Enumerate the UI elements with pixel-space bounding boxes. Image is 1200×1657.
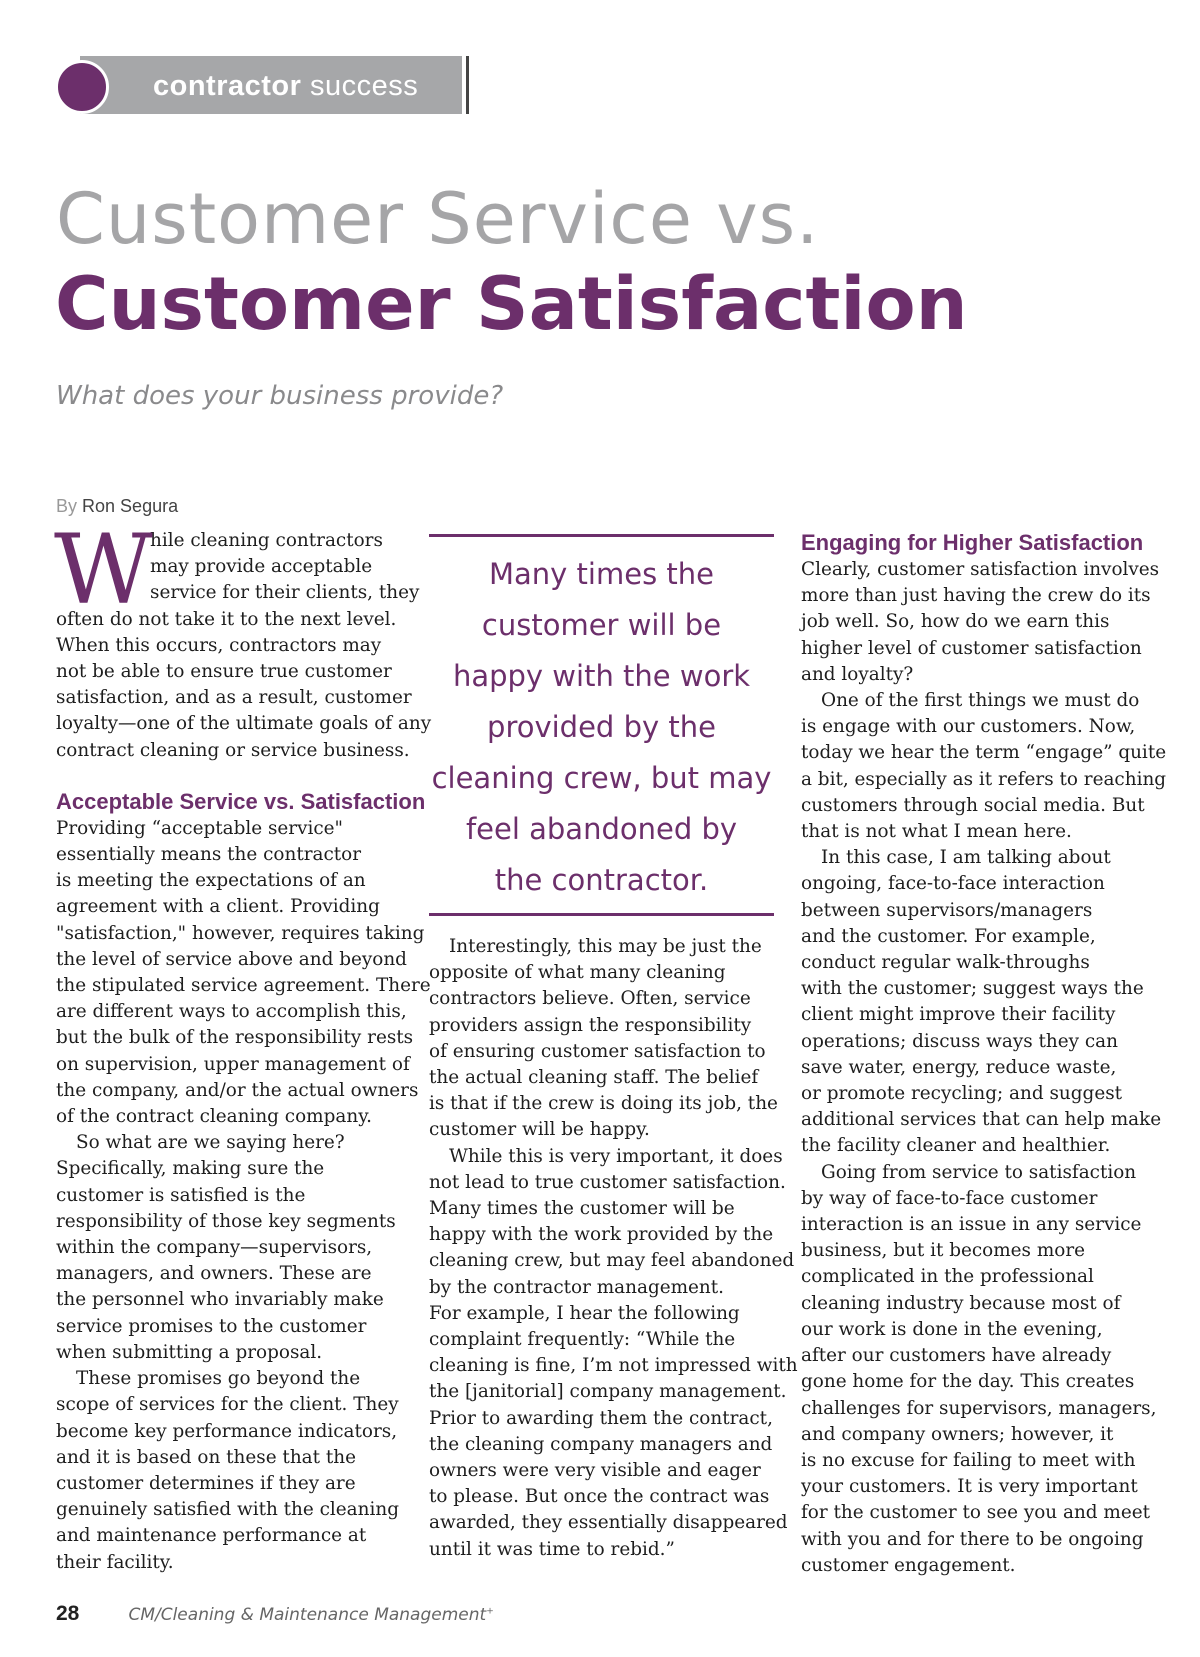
text-line: the actual cleaning staff. The belief — [429, 1067, 759, 1089]
text-line: more than just having the crew do its — [801, 585, 1151, 607]
text-line: the [janitorial] company management. — [429, 1381, 787, 1403]
text-line: not be able to ensure true customer — [56, 661, 392, 683]
text-line: complaint frequently: “While the — [429, 1329, 736, 1351]
section-label — [153, 70, 418, 103]
text-line: between supervisors/managers — [801, 899, 1093, 921]
text-line: the stipulated service agreement. There — [56, 975, 431, 997]
text-line: until it was time to rebid.” — [429, 1538, 675, 1560]
column-1 — [54, 514, 432, 1576]
col1-body — [56, 816, 431, 1576]
text-line: ongoing, face-to-face interaction — [801, 873, 1105, 895]
text-line: loyalty—one of the ultimate goals of any — [56, 713, 432, 735]
text-line: challenges for supervisors, managers, — [801, 1397, 1157, 1419]
text-line: on supervision, upper management of — [56, 1053, 410, 1075]
text-line: service for their clients, they — [150, 582, 420, 604]
text-line: for the customer to see you and meet — [801, 1502, 1151, 1524]
text-line: "satisfaction," however, requires taking — [56, 922, 425, 944]
text-line: For example, I hear the following — [429, 1302, 740, 1324]
text-line: our work is done in the evening, — [801, 1318, 1103, 1340]
text-line: customers through social media. But — [801, 794, 1145, 816]
text-line: service promises to the customer — [56, 1315, 367, 1337]
paragraph — [56, 816, 431, 1130]
text-line: customer determines if they are — [56, 1472, 356, 1494]
text-line: Specifically, making sure the — [56, 1158, 325, 1180]
text-line: Going from service to satisfaction — [821, 1161, 1137, 1183]
text-line: gone home for the day. This creates — [801, 1371, 1135, 1393]
drop-cap: W — [54, 514, 153, 626]
text-line: the facility cleaner and healthier. — [801, 1135, 1111, 1157]
magazine-title: CM/Cleaning & Maintenance Management — [128, 1605, 487, 1625]
text-line: a bit, especially as it refers to reaching — [801, 768, 1167, 790]
text-line: with you and for there to be ongoing — [801, 1528, 1144, 1550]
pull-quote-line: the contractor. — [494, 863, 709, 897]
text-line: providers assign the responsibility — [429, 1014, 752, 1036]
page-number: 28 — [56, 1602, 80, 1625]
text-line: complicated in the professional — [801, 1266, 1094, 1288]
column-2 — [429, 934, 798, 1563]
text-line: essentially means the contractor — [56, 844, 362, 866]
paragraph — [801, 845, 1162, 1159]
byline-author: Ron Segura — [82, 496, 179, 516]
text-line: is that if the crew is doing its job, the — [429, 1093, 778, 1115]
text-line: happy with the work provided by the — [429, 1224, 774, 1246]
section-heading: Engaging for Higher Satisfaction — [801, 530, 1144, 555]
text-line: satisfaction, and as a result, customer — [56, 687, 412, 709]
text-line: Providing “acceptable service" — [56, 817, 344, 839]
text-line: the personnel who invariably make — [56, 1289, 384, 1311]
text-line: the cleaning company managers and — [429, 1433, 773, 1455]
text-line: customer will be happy. — [429, 1119, 650, 1141]
text-line: the level of service above and beyond — [56, 948, 407, 970]
text-line: operations; discuss ways they can — [801, 1030, 1118, 1052]
text-line: and the customer. For example, — [801, 925, 1096, 947]
paragraph — [429, 1144, 795, 1301]
text-line: and maintenance performance at — [56, 1525, 367, 1547]
pull-quote-line: happy with the work — [452, 659, 751, 693]
text-line: with the customer; suggest ways the — [801, 978, 1144, 1000]
text-line: and company owners; however, it — [801, 1423, 1114, 1445]
text-line: is engage with our customers. Now, — [801, 716, 1136, 738]
text-line: your customers. It is very important — [801, 1476, 1138, 1498]
text-line: that is not what I mean here. — [801, 821, 1072, 843]
col3-body — [801, 557, 1167, 1579]
text-line: contract cleaning or service business. — [56, 739, 410, 761]
section-banner — [55, 56, 475, 114]
pull-quote-line: Many times the — [489, 557, 714, 591]
paragraph — [801, 1160, 1157, 1579]
page-footer — [56, 1602, 494, 1626]
text-line: conduct regular walk-throughs — [801, 952, 1090, 974]
text-line: often do not take it to the next level. — [56, 608, 397, 630]
pull-quote-line: feel abandoned by — [465, 812, 738, 846]
text-line: higher level of customer satisfaction — [801, 637, 1142, 659]
paragraph — [429, 934, 778, 1144]
byline-by: By — [56, 496, 78, 516]
text-line: Interestingly, this may be just the — [449, 936, 762, 957]
text-line: after our customers have already — [801, 1345, 1112, 1367]
text-line: are different ways to accomplish this, — [56, 1001, 407, 1023]
text-line: of the contract cleaning company. — [56, 1106, 372, 1128]
text-line: In this case, I am talking about — [821, 847, 1111, 869]
magazine-mark: + — [486, 1606, 494, 1617]
pull-quote — [429, 534, 774, 916]
text-line: business, but it becomes more — [801, 1240, 1086, 1262]
article-title-line2: Customer Satisfaction — [55, 262, 968, 347]
text-line: their facility. — [56, 1551, 174, 1573]
text-line: cleaning industry because most of — [801, 1292, 1121, 1314]
magazine-name — [128, 1605, 493, 1625]
column-3 — [801, 529, 1167, 1579]
text-line: job well. So, how do we earn this — [801, 611, 1110, 633]
article-subtitle: What does your business provide? — [56, 381, 504, 411]
text-line: or promote recycling; and suggest — [801, 1083, 1123, 1105]
text-line: cleaning is fine, I’m not impressed with — [429, 1355, 798, 1377]
col2-body — [429, 934, 798, 1563]
paragraph — [801, 557, 1160, 688]
paragraph — [801, 688, 1167, 845]
section-banner-rule — [466, 56, 469, 114]
text-line: when submitting a proposal. — [56, 1341, 323, 1363]
text-line: save water, energy, reduce waste, — [801, 1056, 1117, 1078]
text-line: of ensuring customer satisfaction to — [429, 1040, 766, 1062]
text-line: is meeting the expectations of an — [56, 870, 366, 892]
text-line: While this is very important, it does — [449, 1145, 783, 1167]
text-line: interaction is an issue in any service — [801, 1214, 1142, 1236]
text-line: customer is satisfied is the — [56, 1184, 306, 1206]
text-line: not lead to true customer satisfaction. — [429, 1171, 786, 1193]
text-line: become key performance indicators, — [56, 1420, 398, 1442]
pull-quote-line: cleaning crew, but may — [431, 761, 772, 795]
text-line: customer engagement. — [801, 1554, 1016, 1576]
text-line: by way of face-to-face customer — [801, 1187, 1098, 1209]
text-line: agreement with a client. Providing — [56, 896, 380, 918]
text-line: hile cleaning contractors — [150, 530, 383, 551]
intro-paragraph — [54, 514, 432, 764]
text-line: but the bulk of the responsibility rests — [56, 1027, 414, 1049]
paragraph — [429, 1301, 798, 1563]
text-line: responsibility of those key segments — [56, 1210, 396, 1232]
text-line: today we hear the term “engage” quite — [801, 742, 1167, 764]
text-line: the company, and/or the actual owners — [56, 1079, 419, 1101]
pull-quote-text — [429, 549, 774, 906]
text-line: awarded, they essentially disappeared — [429, 1512, 788, 1534]
text-line: is no excuse for failing to meet with — [801, 1449, 1136, 1471]
text-line: genuinely satisfied with the cleaning — [56, 1499, 399, 1521]
text-line: Prior to awarding them the contract, — [429, 1407, 773, 1429]
text-line: Many times the customer will be — [429, 1198, 735, 1220]
section-heading: Acceptable Service vs. Satisfaction — [56, 788, 426, 814]
text-line: So what are we saying here? — [76, 1132, 345, 1154]
text-line: may provide acceptable — [150, 556, 373, 578]
pull-quote-line: provided by the — [487, 710, 716, 744]
article-title-line1: Customer Service vs. — [56, 178, 820, 260]
text-line: additional services that can help make — [801, 1109, 1162, 1131]
text-line: These promises go beyond the — [76, 1368, 361, 1390]
text-line: client might improve their facility — [801, 1004, 1116, 1026]
paragraph — [56, 1366, 404, 1576]
section-label-light: success — [309, 70, 419, 102]
text-line: and loyalty? — [801, 663, 914, 685]
text-line: cleaning crew, but may feel abandoned — [429, 1250, 795, 1272]
purple-circle-icon — [55, 60, 109, 114]
text-line: by the contractor management. — [429, 1276, 725, 1298]
text-line: within the company—supervisors, — [56, 1237, 373, 1259]
section-label-bold: contractor — [153, 70, 302, 102]
text-line: scope of services for the client. They — [56, 1394, 399, 1416]
text-line: Clearly, customer satisfaction involves — [801, 559, 1160, 580]
text-line: contractors believe. Often, service — [429, 988, 751, 1010]
text-line: When this occurs, contractors may — [56, 634, 382, 656]
text-line: One of the first things we must do — [821, 690, 1140, 712]
text-line: managers, and owners. These are — [56, 1263, 372, 1285]
text-line: owners were very visible and eager — [429, 1460, 761, 1482]
text-line: opposite of what many cleaning — [429, 962, 726, 984]
paragraph — [56, 1130, 404, 1366]
text-line: to please. But once the contract was — [429, 1486, 770, 1508]
text-line: and it is based on these that the — [56, 1446, 356, 1468]
pull-quote-line: customer will be — [481, 608, 722, 642]
